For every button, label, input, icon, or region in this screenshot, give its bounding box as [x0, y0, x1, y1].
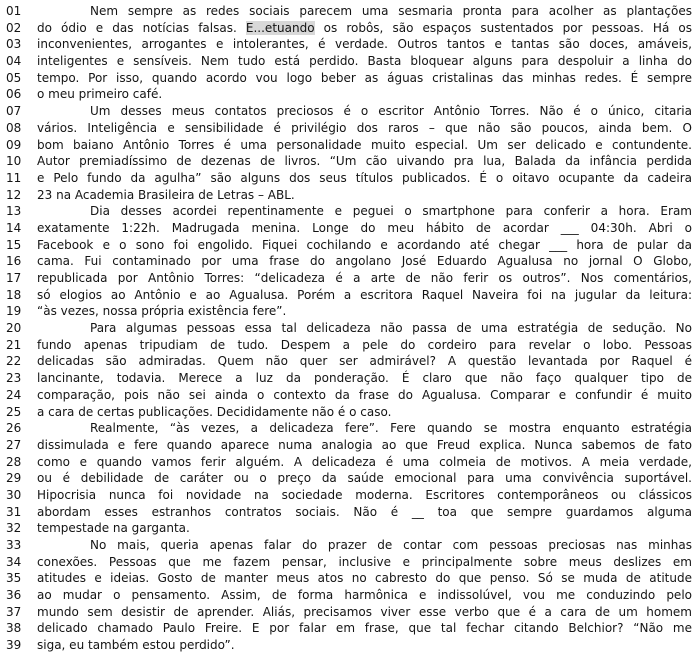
text-line [6, 270, 692, 287]
line-number: 26 [6, 421, 22, 436]
line-text: abordam esses estranhos contratos sociais. Não é __ toa que sempre guardamos alguma [37, 504, 692, 519]
line-number: 19 [6, 304, 22, 319]
line-number: 16 [6, 254, 22, 269]
text-line [6, 86, 692, 103]
line-text: do ódio e das notícias falsas. E...etuando os robôs, são espaços sustentados por pessoas. Há os [37, 20, 692, 35]
line-number: 04 [6, 54, 22, 69]
line-text: comparação, pois não sei ainda o contexto da frase do Agualusa. Comparar e confundir é muito [37, 387, 692, 402]
line-text: delicadas são admiradas. Quem não quer ser admirável? A questão levantada por Raquel é [37, 354, 692, 369]
line-text: mundo sem desistir de aprender. Aliás, precisamos viver esse verbo que é a cara de um homem [37, 604, 692, 619]
line-number: 39 [6, 638, 22, 653]
line-number: 09 [6, 137, 22, 152]
line-number: 08 [6, 120, 22, 135]
line-number: 02 [6, 20, 22, 35]
line-text: delicado chamado Paulo Freire. E por falar em frase, que tal fechar citando Belchior? “Não me [37, 621, 692, 636]
text-line [6, 237, 692, 254]
line-number: 11 [6, 170, 22, 185]
line-number: 30 [6, 487, 22, 502]
text-line [6, 220, 692, 237]
line-text: 23 na Academia Brasileira de Letras – ABL. [37, 187, 295, 202]
line-text: atitudes e ideias. Gosto de manter meus atos no cabresto do que penso. Só se muda de atitude [37, 571, 692, 586]
line-number: 10 [6, 154, 22, 169]
line-text: ou é debilidade de caráter ou o preço da saúde emocional para uma convivência suportável. [37, 471, 692, 486]
text-line [6, 537, 692, 554]
text-line [6, 404, 692, 421]
text-line [6, 120, 692, 137]
text-line [6, 520, 692, 537]
line-number: 18 [6, 287, 22, 302]
text-line [6, 604, 692, 621]
line-number: 33 [6, 538, 22, 552]
line-number: 24 [6, 387, 22, 402]
line-text: fundo apenas tripudiam de tudo. Despem a pele do cordeiro para revelar o lobo. Pessoas [37, 337, 692, 352]
line-text: lancinante, todavia. Merece a luz da ponderação. É claro que não faço qualquer tipo de [37, 371, 692, 386]
line-text: Para algumas pessoas essa tal delicadeza não passa de uma estratégia de sedução. No [90, 321, 692, 336]
line-number: 32 [6, 521, 22, 536]
line-number: 36 [6, 588, 22, 603]
line-text: como e quando vamos ferir alguém. A delicadeza é uma colmeia de motivos. A meia verdade, [37, 454, 692, 469]
line-text: “às vezes, nossa própria existência fere”. [37, 304, 287, 319]
line-number: 06 [6, 87, 22, 102]
line-number: 35 [6, 571, 22, 586]
line-number: 37 [6, 604, 22, 619]
line-text: siga, eu também estou perdido”. [37, 638, 235, 653]
text-line [6, 203, 692, 220]
text-line [6, 570, 692, 587]
line-text: inteligentes e sensíveis. Nem tudo está perdido. Basta bloquear alguns para despoluir a linha do [37, 54, 692, 69]
text-line [6, 170, 692, 187]
line-number: 17 [6, 271, 22, 285]
line-number: 31 [6, 504, 22, 519]
line-text: a cara de certas publicações. Decididamente não é o caso. [37, 404, 392, 419]
text-line [6, 337, 692, 354]
line-text: inconvenientes, arrogantes e intolerantes, é verdade. Outros tantos e tantas são doces, amáveis, [37, 37, 692, 52]
line-number: 38 [6, 621, 22, 636]
line-number: 07 [6, 104, 22, 119]
line-number: 25 [6, 404, 22, 419]
text-line [6, 36, 692, 53]
line-number: 15 [6, 237, 22, 252]
line-text: tempestade na garganta. [37, 521, 190, 536]
line-number: 28 [6, 454, 22, 469]
line-text: e Pelo fundo da agulha” são alguns dos seus títulos publicados. É o oitavo ocupante da cadeira [37, 170, 692, 185]
line-text: Realmente, “às vezes, a delicadeza fere”. Fere quando se mostra enquanto estratégia [90, 421, 692, 436]
text-line [6, 370, 692, 387]
highlighted-text: E...etuando [245, 20, 315, 35]
line-text: Nem sempre as redes sociais parecem uma sesmaria pronta para acolher as plantações [90, 4, 692, 18]
text-line [6, 253, 692, 270]
line-number: 14 [6, 220, 22, 235]
line-number: 23 [6, 371, 22, 386]
text-line [6, 353, 692, 370]
line-text: vários. Inteligência e sensibilidade é privilégio dos raros – que não são poucos, ainda bem. O [37, 120, 692, 135]
text-line [6, 53, 692, 70]
text-line [6, 504, 692, 521]
text-line [6, 187, 692, 204]
line-text: tempo. Por isso, quando acordo vou logo beber as águas cristalinas das minhas redes. É sempre [37, 70, 692, 85]
line-text: republicada por Antônio Torres: “delicadeza é a arte de não ferir os outros”. Nos comentários, [37, 271, 692, 285]
text-line [6, 303, 692, 320]
line-number: 34 [6, 554, 22, 569]
line-text: só elogios ao Antônio e ao Agualusa. Porém a escritora Raquel Naveira foi na jugular da leitura: [37, 287, 692, 302]
text-line [6, 70, 692, 87]
line-number: 03 [6, 37, 22, 52]
text-line [6, 3, 692, 20]
text-line [6, 137, 692, 154]
text-line [6, 620, 692, 637]
line-text: dissimulada e fere quando aparece numa analogia ao que Freud explica. Nunca sabemos de fato [37, 437, 692, 452]
line-number: 29 [6, 471, 22, 486]
line-text: No mais, queria apenas falar do prazer de contar com pessoas preciosas nas minhas [90, 538, 692, 552]
line-text: bom baiano Antônio Torres é uma personalidade muito especial. Um ser delicado e contundente. [37, 137, 692, 152]
text-line [6, 420, 692, 437]
text-line [6, 153, 692, 170]
text-line [6, 454, 692, 471]
text-line [6, 637, 692, 654]
line-text: conexões. Pessoas que me fazem pensar, inclusive e principalmente sobre meus deslizes em [37, 554, 692, 569]
line-text: cama. Fui contaminado por uma frase do angolano José Eduardo Agualusa no jornal O Globo, [37, 254, 692, 269]
text-line [6, 287, 692, 304]
text-line [6, 487, 692, 504]
line-number: 21 [6, 337, 22, 352]
text-line [6, 103, 692, 120]
line-text: exatamente 1:22h. Madrugada menina. Longe do meu hábito de acordar ___ 04:30h. Abri o [37, 220, 692, 235]
line-text: Autor premiadíssimo de dezenas de livros. “Um cão uivando pra lua, Balada da infância perdida [37, 154, 692, 169]
line-number: 05 [6, 70, 22, 85]
line-text: Hipocrisia nunca foi novidade na sociedade moderna. Escritores contemporâneos ou clássicos [37, 487, 692, 502]
text-line [6, 320, 692, 337]
line-text: o meu primeiro café. [37, 87, 163, 102]
line-number: 22 [6, 354, 22, 369]
text-line [6, 587, 692, 604]
line-number: 01 [6, 4, 22, 18]
text-line [6, 437, 692, 454]
text-line [6, 20, 692, 37]
line-number: 12 [6, 187, 22, 202]
line-text: ao mudar o pensamento. Assim, de forma harmônica e indissolúvel, vou me conduzindo pelo [37, 588, 692, 603]
text-line [6, 387, 692, 404]
line-number: 20 [6, 321, 22, 336]
text-line [6, 554, 692, 571]
line-text: Facebook e o sono foi engolido. Fiquei cochilando e acordando até chegar ___ hora de pular da [37, 237, 692, 252]
line-number: 27 [6, 437, 22, 452]
line-text: Dia desses acordei repentinamente e peguei o smartphone para conferir a hora. Eram [90, 204, 692, 219]
line-text: Um desses meus contatos preciosos é o escritor Antônio Torres. Não é o único, citaria [90, 104, 692, 119]
line-number: 13 [6, 204, 22, 219]
text-line [6, 470, 692, 487]
